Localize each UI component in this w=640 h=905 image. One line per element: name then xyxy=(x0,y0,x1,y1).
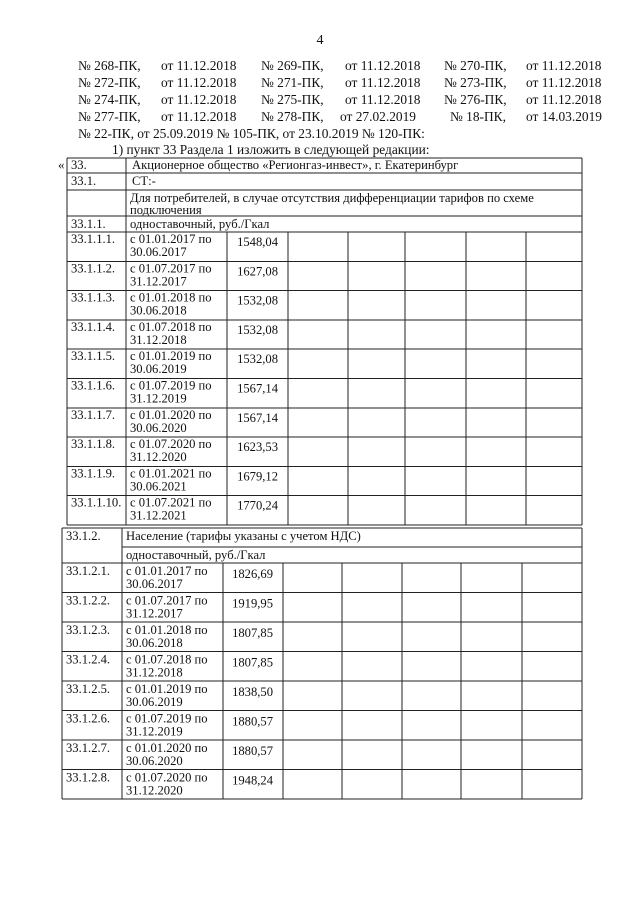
tariff-value: 1623,53 xyxy=(237,440,278,455)
period-start: с 01.01.2018 по xyxy=(130,290,212,305)
decree-date: от 11.12.2018 xyxy=(161,58,237,73)
tariff-type-label: одноставочный, руб./Гкал xyxy=(126,548,266,562)
decree-number: № 277-ПК, xyxy=(78,109,141,124)
period-end: 31.12.2020 xyxy=(130,450,187,465)
row-number: 33.1.1.8. xyxy=(71,437,116,452)
decree-number: № 270-ПК, xyxy=(444,58,507,73)
period-start: с 01.07.2019 по xyxy=(126,711,208,726)
decree-date: от 11.12.2018 xyxy=(345,75,421,90)
decree-number: № 278-ПК, xyxy=(261,109,324,124)
period-end: 30.06.2019 xyxy=(130,362,187,377)
row-number: 33.1.2. xyxy=(66,529,101,543)
period-start: с 01.01.2017 по xyxy=(126,564,208,578)
tariff-value: 1919,95 xyxy=(232,596,273,611)
population-label: Население (тарифы указаны с учетом НДС) xyxy=(126,529,361,543)
tariff-value: 1627,08 xyxy=(237,264,278,279)
tariff-value: 1948,24 xyxy=(232,773,273,788)
row-number: 33.1.1.6. xyxy=(71,378,116,393)
row-number: 33.1.2.1. xyxy=(66,564,111,578)
row-number: 33.1.2.8. xyxy=(66,770,111,785)
tariff-value: 1807,85 xyxy=(232,626,273,640)
decree-number: № 18-ПК, xyxy=(450,109,506,124)
tariff-value: 1838,50 xyxy=(232,685,273,699)
tariff-value: 1826,69 xyxy=(232,567,273,581)
decree-date: от 11.12.2018 xyxy=(345,92,421,107)
tariff-type-label: одноставочный, руб./Гкал xyxy=(130,217,270,231)
decree-line-last: № 22-ПК, от 25.09.2019 № 105-ПК, от 23.10.2019 № 120-ПК: xyxy=(78,126,425,141)
row-number: 33.1.1.1. xyxy=(71,232,116,246)
row-number: 33.1.2.2. xyxy=(66,593,111,608)
tariff-value: 1807,85 xyxy=(232,655,273,670)
tariff-value: 1567,14 xyxy=(237,381,278,396)
row-number: 33.1.1.9. xyxy=(71,466,116,481)
row-number: 33.1.2.5. xyxy=(66,682,111,696)
table-text xyxy=(66,158,534,798)
tariff-value: 1679,12 xyxy=(237,469,278,484)
tariff-value: 1532,08 xyxy=(237,352,278,367)
decree-date: от 11.12.2018 xyxy=(526,92,602,107)
period-end: 31.12.2017 xyxy=(130,274,187,289)
row-number: 33.1.1.5. xyxy=(71,349,116,364)
tariff-value: 1567,14 xyxy=(237,410,278,425)
period-end: 30.06.2018 xyxy=(130,303,187,318)
decree-number: № 275-ПК, xyxy=(261,92,324,107)
period-start: с 01.07.2017 по xyxy=(126,593,208,608)
opening-quote: « xyxy=(58,157,65,172)
row-number: 33.1.2.6. xyxy=(66,711,111,726)
period-end: 30.06.2018 xyxy=(126,636,183,650)
consumers-note: Для потребителей, в случае отсутствия дифференциации тарифов по схеме xyxy=(130,191,534,205)
row-number: 33.1.2.4. xyxy=(66,652,111,667)
decree-number: № 274-ПК, xyxy=(78,92,141,107)
period-end: 31.12.2017 xyxy=(126,606,183,621)
organization-name: Акционерное общество «Регионгаз-инвест», г. Екатеринбург xyxy=(132,158,459,172)
decree-number: № 268-ПК, xyxy=(78,58,141,73)
decree-date: от 14.03.2019 xyxy=(526,109,602,124)
period-start: с 01.07.2020 по xyxy=(130,437,212,452)
decree-date: от 11.12.2018 xyxy=(161,109,237,124)
period-start: с 01.07.2017 по xyxy=(130,261,212,276)
period-end: 31.12.2021 xyxy=(130,508,187,523)
row-number: 33.1.1.3. xyxy=(71,290,116,305)
period-end: 31.12.2018 xyxy=(130,332,187,347)
row-number: 33.1.1. xyxy=(71,217,106,231)
tariff-value: 1770,24 xyxy=(237,498,278,513)
row-number: 33.1.2.7. xyxy=(66,741,111,755)
period-start: с 01.01.2019 по xyxy=(126,682,208,696)
decree-date: от 11.12.2018 xyxy=(345,58,421,73)
tariff-value: 1532,08 xyxy=(237,293,278,308)
consumers-note: подключения xyxy=(130,203,202,217)
period-end: 30.06.2020 xyxy=(126,754,183,768)
decree-number: № 272-ПК, xyxy=(78,75,141,90)
period-end: 30.06.2019 xyxy=(126,695,183,709)
period-end: 30.06.2017 xyxy=(130,245,187,259)
decree-number: № 271-ПК, xyxy=(261,75,324,90)
decree-number: № 273-ПК, xyxy=(444,75,507,90)
row-number: 33.1.1.7. xyxy=(71,407,116,422)
row-number: 33.1.1.4. xyxy=(71,319,116,334)
period-start: с 01.07.2018 по xyxy=(126,652,208,667)
period-end: 31.12.2019 xyxy=(130,391,187,406)
period-start: с 01.07.2018 по xyxy=(130,319,212,334)
period-start: с 01.01.2019 по xyxy=(130,349,212,364)
period-start: с 01.01.2017 по xyxy=(130,232,212,246)
tariff-value: 1532,08 xyxy=(237,322,278,337)
decree-date: от 11.12.2018 xyxy=(161,75,237,90)
period-start: с 01.01.2021 по xyxy=(130,466,212,481)
period-start: с 01.01.2020 по xyxy=(126,741,208,755)
period-start: с 01.07.2021 по xyxy=(130,495,212,510)
tariff-value: 1880,57 xyxy=(232,744,273,758)
period-end: 31.12.2020 xyxy=(126,783,183,798)
page-number: 4 xyxy=(316,33,324,48)
row-number: 33.1.1.10. xyxy=(71,495,122,510)
period-end: 31.12.2019 xyxy=(126,724,183,739)
tariff-value: 1880,57 xyxy=(232,714,273,729)
period-end: 30.06.2020 xyxy=(130,420,187,435)
period-start: с 01.01.2020 по xyxy=(130,407,212,422)
period-end: 30.06.2017 xyxy=(126,577,183,591)
tariff-value: 1548,04 xyxy=(237,235,278,249)
row-number: 33.1.1.2. xyxy=(71,261,116,276)
period-start: с 01.01.2018 по xyxy=(126,623,208,637)
row-number: 33.1. xyxy=(71,174,97,188)
st-label: СТ:- xyxy=(132,174,156,188)
decree-number: № 276-ПК, xyxy=(444,92,507,107)
decree-number: № 269-ПК, xyxy=(261,58,324,73)
period-end: 31.12.2018 xyxy=(126,665,183,680)
row-number: 33. xyxy=(71,158,87,172)
period-end: 30.06.2021 xyxy=(130,479,187,494)
decree-date: от 11.12.2018 xyxy=(526,58,602,73)
period-start: с 01.07.2020 по xyxy=(126,770,208,785)
intro-text: 1) пункт 33 Раздела 1 изложить в следующей редакции: xyxy=(112,142,430,157)
decree-date: от 11.12.2018 xyxy=(526,75,602,90)
period-start: с 01.07.2019 по xyxy=(130,378,212,393)
decree-date: от 27.02.2019 xyxy=(340,109,416,124)
row-number: 33.1.2.3. xyxy=(66,623,111,637)
decree-date: от 11.12.2018 xyxy=(161,92,237,107)
